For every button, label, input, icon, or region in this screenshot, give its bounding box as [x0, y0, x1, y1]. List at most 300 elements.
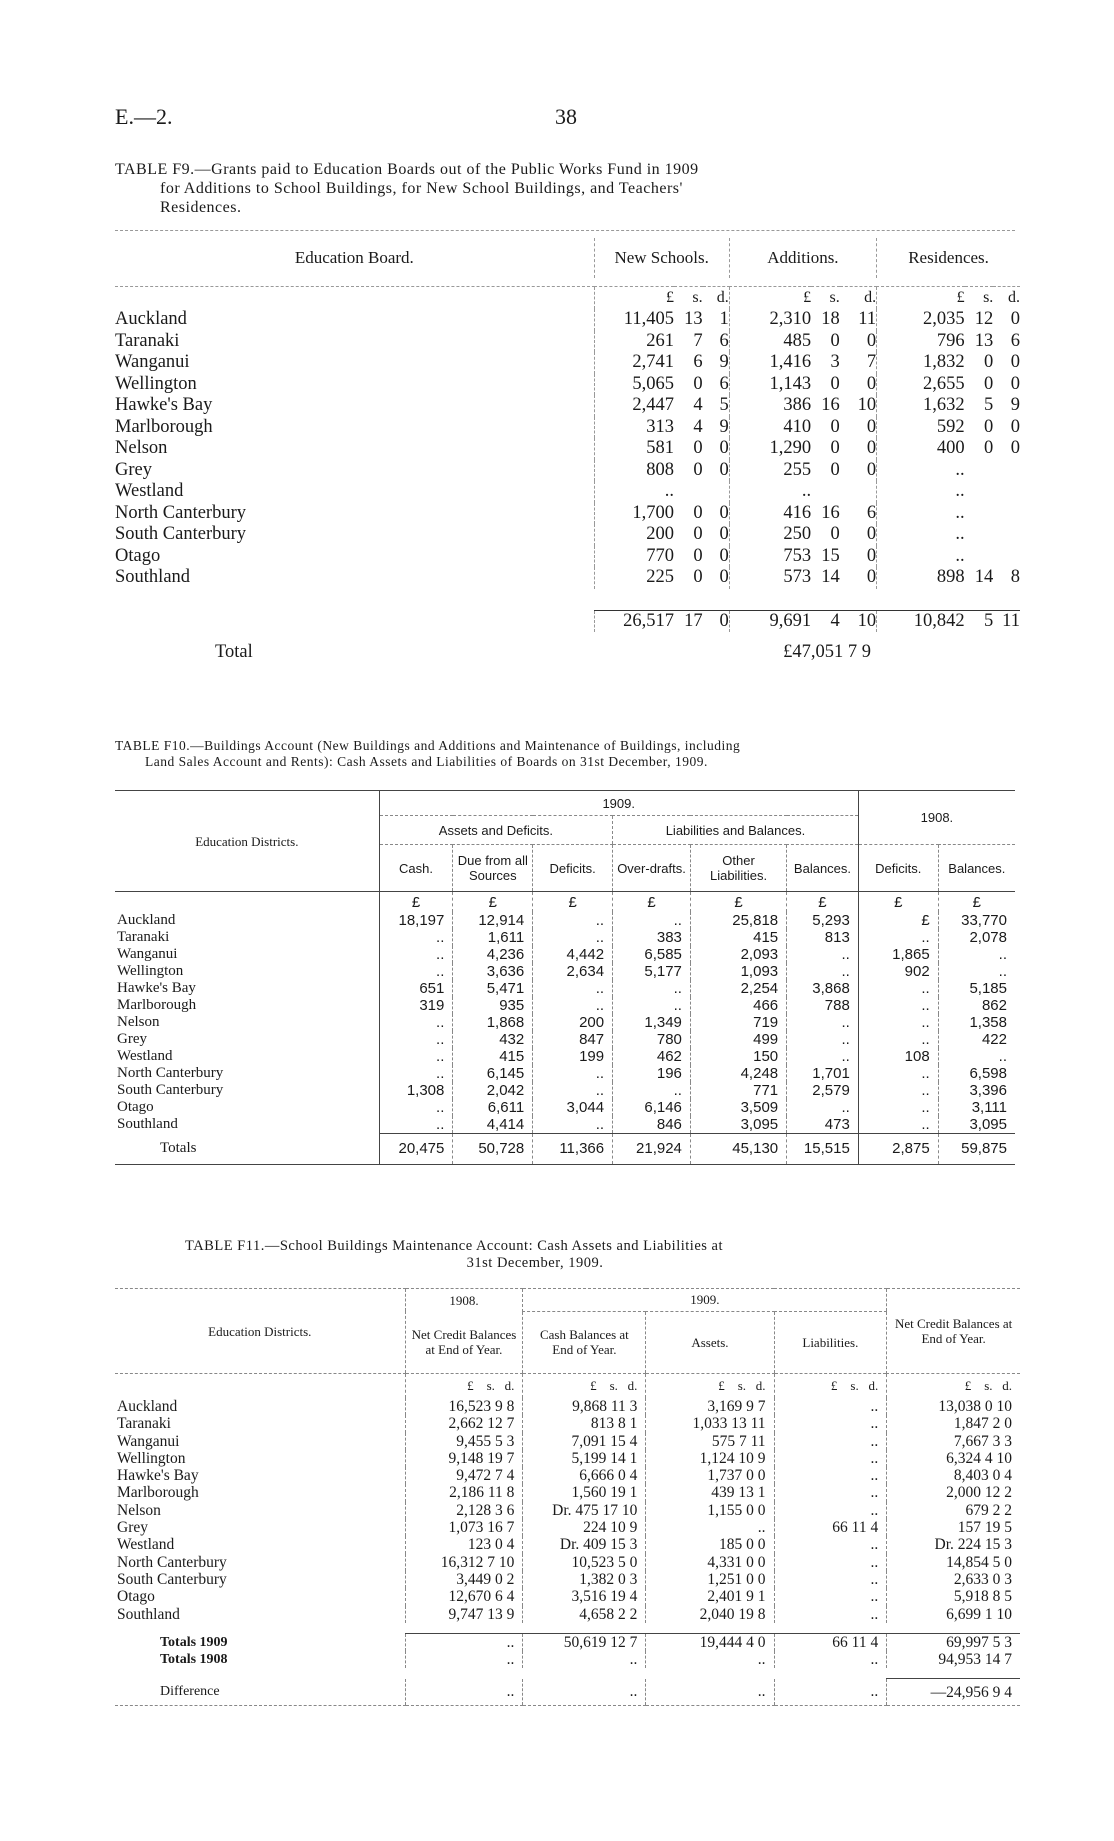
table-cell: 0: [719, 438, 729, 458]
table-cell: 1,308: [379, 1082, 453, 1099]
table-cell: ..: [774, 1588, 887, 1605]
row-label: Grey: [117, 1031, 147, 1047]
table-row: [115, 1116, 1015, 1134]
table-row: [115, 1554, 1020, 1571]
table-cell: [993, 524, 1020, 546]
table-cell: 2,035: [877, 309, 965, 331]
table-cell: 250: [729, 524, 811, 546]
table-cell: 935: [453, 997, 533, 1014]
table-cell: 8,403 0 4: [887, 1467, 1020, 1484]
totals-cell: 50,619 12 7: [523, 1633, 646, 1651]
table-row: [115, 1536, 1020, 1553]
row-label: Taranaki: [115, 330, 180, 351]
table-cell: 0: [719, 502, 729, 523]
table-cell: 16,312 7 10: [405, 1554, 523, 1571]
table-cell: [965, 546, 994, 568]
group-header-liabilities: Liabilities and Balances.: [613, 816, 859, 845]
table-cell: [993, 481, 1020, 503]
row-label: Grey: [117, 1519, 148, 1537]
table-cell: 3,509: [690, 1099, 786, 1116]
table-cell: 0: [693, 524, 703, 544]
table-cell: 862: [938, 997, 1015, 1014]
table-cell: 1,560 19 1: [523, 1484, 646, 1501]
unit-label: d.: [864, 289, 877, 307]
unit-label: £: [858, 892, 938, 913]
table-cell: 651: [379, 980, 453, 997]
totals-cell: ..: [774, 1651, 887, 1668]
table-row: [115, 1433, 1020, 1450]
table-cell: 415: [690, 929, 786, 946]
row-label: Nelson: [117, 1014, 160, 1030]
table-cell: 6,585: [613, 946, 691, 963]
table-cell: ..: [938, 1048, 1015, 1065]
table-cell: 0: [984, 438, 994, 458]
row-label: North Canterbury: [115, 502, 247, 523]
totals-cell: 69,997 5 3: [887, 1633, 1020, 1651]
table-cell: ..: [379, 929, 453, 946]
column-header-1909: 1909.: [379, 791, 858, 816]
table-cell: 575 7 11: [646, 1433, 774, 1450]
table-row: [115, 1467, 1020, 1484]
table-cell: 5,293: [787, 912, 859, 929]
table-cell: ..: [379, 946, 453, 963]
table-cell: 6: [719, 330, 729, 351]
table-cell: 9: [719, 352, 729, 372]
column-header-1908: 1908.: [405, 1289, 523, 1312]
table-cell: 788: [787, 997, 859, 1014]
table-cell: [965, 481, 994, 503]
table-cell: 416: [729, 503, 811, 525]
table-cell: 0: [866, 373, 877, 394]
table-cell: ..: [613, 997, 691, 1014]
table-cell: ..: [877, 546, 965, 568]
table-cell: 4,442: [533, 946, 613, 963]
table-cell: 6: [866, 502, 877, 523]
table-cell: 0: [984, 352, 994, 372]
table-row: [115, 331, 1020, 353]
totals-label: Totals 1909: [160, 1634, 228, 1650]
column-header-cash: Cash Balances at End of Year.: [523, 1311, 646, 1374]
table-cell: 780: [613, 1031, 691, 1048]
table-cell: 3,169 9 7: [646, 1398, 774, 1415]
unit-label: d.: [716, 289, 729, 307]
table-cell: [993, 460, 1020, 482]
column-header: Deficits.: [533, 845, 613, 892]
table-cell: 2,634: [533, 963, 613, 980]
subtotal-cell: 10,842: [877, 610, 965, 632]
table-cell: ..: [533, 980, 613, 997]
table-cell: 7,667 3 3: [887, 1433, 1020, 1450]
table-row: [115, 1502, 1020, 1519]
table-cell: 432: [453, 1031, 533, 1048]
table-cell: 4: [693, 416, 703, 437]
table-cell: 12,914: [453, 912, 533, 929]
table-cell: 4,414: [453, 1116, 533, 1134]
table-cell: 2,093: [690, 946, 786, 963]
table-cell: 199: [533, 1048, 613, 1065]
table-cell: ..: [379, 1031, 453, 1048]
row-label: Wanganui: [117, 1432, 180, 1450]
row-label: Marlborough: [117, 1484, 199, 1502]
table-cell: 4,331 0 0: [646, 1554, 774, 1571]
table-cell: 2,447: [594, 395, 674, 417]
table-cell: ..: [787, 1031, 859, 1048]
subtotal-cell: 10: [840, 610, 877, 632]
difference-cell: ..: [405, 1679, 523, 1706]
table-cell: 1,847 2 0: [887, 1415, 1020, 1432]
column-header-districts: Education Districts.: [115, 1289, 405, 1374]
table-row: [115, 929, 1015, 946]
table-cell: 422: [938, 1031, 1015, 1048]
table-cell: 7: [866, 352, 877, 372]
total-label: Total: [215, 642, 253, 662]
table-cell: 679 2 2: [887, 1502, 1020, 1519]
table-cell: 902: [858, 963, 938, 980]
table-cell: 5,471: [453, 980, 533, 997]
table-cell: 3,868: [787, 980, 859, 997]
row-label: Westland: [117, 1048, 173, 1064]
row-label: North Canterbury: [117, 1065, 224, 1081]
column-header-assets: Assets.: [646, 1311, 774, 1374]
table-cell: ..: [379, 1014, 453, 1031]
page-header: [115, 104, 1015, 134]
table-cell: ..: [533, 1116, 613, 1134]
table-cell: 319: [379, 997, 453, 1014]
group-header-assets: Assets and Deficits.: [379, 816, 612, 845]
table-cell: [703, 481, 730, 503]
row-label: Wellington: [117, 963, 184, 979]
table-cell: 581: [594, 438, 674, 460]
table-cell: ..: [858, 1065, 938, 1082]
table-cell: 1,124 10 9: [646, 1450, 774, 1467]
table-cell: 1,073 16 7: [405, 1519, 523, 1536]
table-cell: 5: [719, 395, 729, 415]
column-header: Cash.: [379, 845, 453, 892]
table-cell: ..: [533, 1082, 613, 1099]
table-cell: 0: [830, 373, 840, 394]
table-cell: 9: [1010, 395, 1020, 415]
table-cell: 1,611: [453, 929, 533, 946]
table-cell: 6: [1010, 330, 1020, 351]
row-label: Westland: [117, 1536, 175, 1554]
row-label: Auckland: [117, 1398, 178, 1415]
unit-label: £: [877, 287, 965, 310]
unit-label: £: [729, 287, 811, 310]
table-cell: ..: [774, 1536, 887, 1553]
table-cell: 6,699 1 10: [887, 1606, 1020, 1623]
table-cell: 10,523 5 0: [523, 1554, 646, 1571]
row-label: Marlborough: [115, 416, 213, 437]
table-cell: 0: [866, 330, 877, 351]
table-cell: ..: [774, 1554, 887, 1571]
row-label: Hawke's Bay: [117, 1467, 199, 1485]
subtotal-cell: 17: [674, 610, 703, 632]
table-cell: 1: [719, 309, 729, 329]
table-cell: ..: [379, 963, 453, 980]
table-cell: 2,042: [453, 1082, 533, 1099]
totals-cell: 11,366: [533, 1134, 613, 1165]
row-label: Nelson: [115, 438, 168, 458]
table-cell: 499: [690, 1031, 786, 1048]
table-row: [115, 309, 1020, 331]
table-cell: 2,401 9 1: [646, 1588, 774, 1605]
row-label: Southland: [117, 1605, 180, 1623]
table-row: [115, 963, 1015, 980]
unit-label: £: [379, 892, 453, 913]
table-cell: 439 13 1: [646, 1484, 774, 1501]
table-cell: 1,155 0 0: [646, 1502, 774, 1519]
table-cell: 7: [693, 330, 703, 351]
table-cell: 13,038 0 10: [887, 1398, 1020, 1415]
unit-label: £ s. d.: [774, 1374, 887, 1399]
column-header-liabilities: Liabilities.: [774, 1311, 887, 1374]
table-cell: 5,065: [594, 374, 674, 396]
table-cell: ..: [729, 481, 811, 503]
table-cell: 14: [974, 567, 994, 587]
row-label: Taranaki: [117, 1415, 171, 1433]
table-cell: 0: [693, 459, 703, 480]
table-cell: 3,095: [938, 1116, 1015, 1134]
table-cell: 157 19 5: [887, 1519, 1020, 1536]
table-cell: ..: [877, 481, 965, 503]
column-header-additions: Additions.: [729, 238, 876, 278]
table-cell: 9,148 19 7: [405, 1450, 523, 1467]
table-row: [115, 997, 1015, 1014]
row-label: Westland: [115, 481, 184, 501]
table-cell: 1,737 0 0: [646, 1467, 774, 1484]
table-cell: ..: [787, 963, 859, 980]
row-label: Auckland: [117, 912, 176, 928]
table-cell: ..: [379, 1116, 453, 1134]
table-cell: 5,185: [938, 980, 1015, 997]
table-row: [115, 1588, 1020, 1605]
table-f10-caption: [115, 738, 1015, 770]
row-label: Hawke's Bay: [117, 980, 196, 996]
totals-cell: 94,953 14 7: [887, 1651, 1020, 1668]
totals-cell: 59,875: [938, 1134, 1015, 1165]
table-cell: ..: [858, 929, 938, 946]
table-cell: ..: [787, 1048, 859, 1065]
table-cell: 255: [729, 460, 811, 482]
table-cell: 5,177: [613, 963, 691, 980]
table-cell: 108: [858, 1048, 938, 1065]
row-label: Wellington: [117, 1449, 186, 1467]
table-cell: [965, 524, 994, 546]
table-cell: ..: [774, 1450, 887, 1467]
difference-cell: ..: [774, 1679, 887, 1706]
unit-label: £ s. d.: [523, 1374, 646, 1399]
table-cell: 719: [690, 1014, 786, 1031]
table-cell: 0: [866, 438, 877, 458]
table-cell: 313: [594, 417, 674, 439]
row-label: Southland: [115, 567, 191, 587]
table-cell: 6,146: [613, 1099, 691, 1116]
table-cell: 2,655: [877, 374, 965, 396]
table-f11: [115, 1288, 1020, 1706]
column-header: Deficits.: [858, 845, 938, 892]
table-row: [115, 946, 1015, 963]
table-cell: [840, 481, 877, 503]
subtotal-cell: 9,691: [729, 610, 811, 632]
table-cell: [674, 481, 703, 503]
table-cell: 18,197: [379, 912, 453, 929]
table-cell: [993, 503, 1020, 525]
row-label: Marlborough: [117, 997, 197, 1013]
table-cell: 0: [1010, 438, 1020, 458]
table-cell: 1,865: [858, 946, 938, 963]
table-cell: Dr. 224 15 3: [887, 1536, 1020, 1553]
table-cell: ..: [877, 460, 965, 482]
table-cell: 9,868 11 3: [523, 1398, 646, 1415]
table-cell: ..: [379, 1048, 453, 1065]
table-row: [115, 1099, 1015, 1116]
column-header: Due from all Sources: [453, 845, 533, 892]
totals-label: Totals: [115, 1134, 379, 1165]
totals-cell: ..: [646, 1651, 774, 1668]
table-cell: ..: [613, 1082, 691, 1099]
table-cell: 25,818: [690, 912, 786, 929]
table-cell: ..: [858, 1116, 938, 1134]
table-cell: 14: [821, 567, 840, 587]
table-cell: 770: [594, 546, 674, 568]
column-header-net-credit: Net Credit Balances at End of Year.: [887, 1289, 1020, 1374]
table-cell: 2,741: [594, 352, 674, 374]
table-cell: 0: [1010, 373, 1020, 394]
unit-label: £ s. d.: [405, 1374, 523, 1399]
table-cell: 0: [866, 545, 877, 566]
table-cell: ..: [774, 1606, 887, 1623]
table-cell: 0: [866, 459, 877, 480]
table-cell: [811, 481, 840, 503]
caption-line: Land Sales Account and Rents): Cash Assets and Liabilities of Boards on 31st December, 1909.: [145, 754, 708, 769]
table-cell: ..: [858, 1031, 938, 1048]
table-cell: ..: [774, 1398, 887, 1415]
table-cell: ..: [774, 1571, 887, 1588]
table-cell: 808: [594, 460, 674, 482]
totals-cell: 21,924: [613, 1134, 691, 1165]
table-cell: 261: [594, 331, 674, 353]
table-cell: 6,611: [453, 1099, 533, 1116]
table-cell: 383: [613, 929, 691, 946]
table-cell: ..: [774, 1467, 887, 1484]
totals-cell: 15,515: [787, 1134, 859, 1165]
unit-label: £: [613, 892, 691, 913]
totals-cell: ..: [405, 1651, 523, 1668]
table-cell: Dr. 409 15 3: [523, 1536, 646, 1553]
table-cell: 225: [594, 567, 674, 589]
table-cell: 410: [729, 417, 811, 439]
table-row: [115, 417, 1020, 439]
table-cell: 0: [866, 524, 877, 544]
table-cell: 1,349: [613, 1014, 691, 1031]
table-cell: 2,633 0 3: [887, 1571, 1020, 1588]
table-cell: Dr. 475 17 10: [523, 1502, 646, 1519]
subtotal-cell: 5: [965, 610, 994, 632]
table-row: [115, 567, 1020, 589]
table-cell: ..: [774, 1433, 887, 1450]
totals-cell: ..: [523, 1651, 646, 1668]
table-cell: 196: [613, 1065, 691, 1082]
subtotal-cell: 26,517: [594, 610, 674, 632]
table-row: [115, 546, 1020, 568]
table-cell: 0: [693, 545, 703, 566]
table-cell: ..: [594, 481, 674, 503]
table-cell: 9,455 5 3: [405, 1433, 523, 1450]
table-cell: ..: [787, 946, 859, 963]
table-cell: 6: [719, 373, 729, 394]
table-cell: 0: [719, 524, 729, 544]
totals-label: Totals 1908: [160, 1652, 228, 1668]
row-label: South Canterbury: [117, 1570, 227, 1588]
unit-label: £ s. d.: [646, 1374, 774, 1399]
unit-label: £: [690, 892, 786, 913]
table-cell: ..: [787, 1014, 859, 1031]
table-cell: 0: [866, 416, 877, 437]
table-cell: 4,248: [690, 1065, 786, 1082]
table-row: [115, 980, 1015, 997]
table-cell: [965, 503, 994, 525]
table-cell: ..: [938, 963, 1015, 980]
difference-cell: —24,956 9 4: [887, 1679, 1020, 1706]
difference-cell: ..: [523, 1679, 646, 1706]
table-cell: 1,382 0 3: [523, 1571, 646, 1588]
table-cell: ..: [858, 1099, 938, 1116]
table-cell: ..: [858, 980, 938, 997]
row-label: Wanganui: [115, 352, 190, 372]
table-cell: 9,747 13 9: [405, 1606, 523, 1623]
row-label: Otago: [115, 545, 161, 566]
row-label: Hawke's Bay: [115, 395, 213, 415]
caption-line: Residences.: [160, 199, 242, 216]
table-row: [115, 524, 1020, 546]
table-cell: 200: [594, 524, 674, 546]
table-cell: 15: [821, 545, 840, 566]
table-cell: 0: [1010, 352, 1020, 372]
table-cell: 13: [684, 309, 703, 329]
table-cell: 0: [1010, 416, 1020, 437]
caption-line: 31st December, 1909.: [466, 1255, 604, 1271]
table-row: [115, 1415, 1020, 1432]
column-header: Balances.: [787, 845, 859, 892]
table-cell: 2,186 11 8: [405, 1484, 523, 1501]
unit-label: £: [453, 892, 533, 913]
table-cell: 1,033 13 11: [646, 1415, 774, 1432]
table-cell: 4: [693, 395, 703, 415]
table-cell: 813: [787, 929, 859, 946]
table-cell: 9: [719, 416, 729, 437]
difference-label: Difference: [115, 1679, 405, 1706]
row-label: Wanganui: [117, 946, 178, 962]
table-cell: 415: [453, 1048, 533, 1065]
table-cell: ..: [858, 1014, 938, 1031]
table-cell: 1,251 0 0: [646, 1571, 774, 1588]
totals-cell: 50,728: [453, 1134, 533, 1165]
table-cell: 847: [533, 1031, 613, 1048]
unit-label: £ s. d.: [887, 1374, 1020, 1399]
table-cell: 3,095: [690, 1116, 786, 1134]
table-cell: ..: [646, 1519, 774, 1536]
table-cell: 224 10 9: [523, 1519, 646, 1536]
totals-cell: 66 11 4: [774, 1633, 887, 1651]
unit-label: s.: [829, 289, 840, 307]
table-cell: 771: [690, 1082, 786, 1099]
table-cell: 0: [866, 567, 877, 587]
row-label: Grey: [115, 459, 152, 480]
table-cell: 485: [729, 331, 811, 353]
table-cell: 1,143: [729, 374, 811, 396]
column-header-new-schools: New Schools.: [594, 238, 729, 278]
table-cell: 66 11 4: [774, 1519, 887, 1536]
